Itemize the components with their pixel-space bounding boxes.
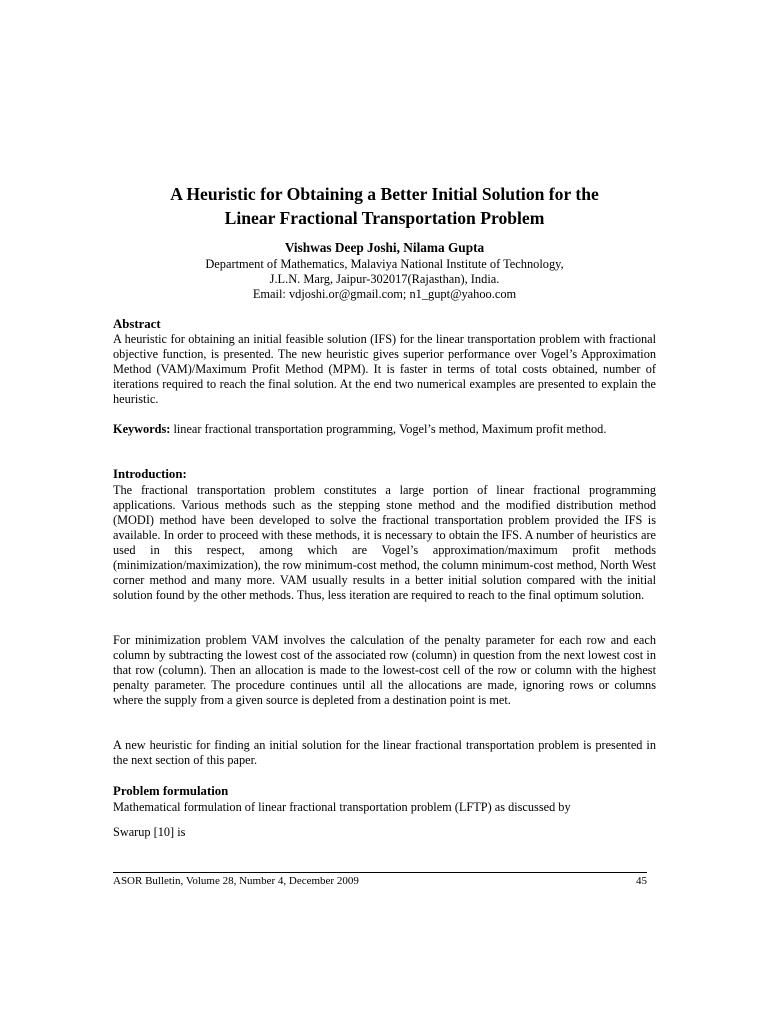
title-line-2: Linear Fractional Transportation Problem <box>224 208 545 228</box>
problem-formulation-line-1: Mathematical formulation of linear fractional transportation problem (LFTP) as discussed by <box>113 800 571 814</box>
affiliation-department: Department of Mathematics, Malaviya National Institute of Technology, <box>205 257 564 271</box>
abstract-text: A heuristic for obtaining an initial feasible solution (IFS) for the linear transportation problem with fractional objective function, is presented. The new heuristic gives superior performance over Vogel’s Approximation Method (VAM)/Maximum Profit Method (MPM). It is faster in terms of total costs obtained, number of iterations required to reach the final solution. At the end two numerical examples are presented to explain the heuristic. <box>113 332 656 406</box>
author-list: Vishwas Deep Joshi, Nilama Gupta <box>284 240 485 255</box>
introduction-paragraph-3: A new heuristic for finding an initial solution for the linear fractional transportation problem is presented in the next section of this paper. <box>113 738 656 767</box>
footer-page-number: 45 <box>636 875 647 887</box>
keywords-label: Keywords: <box>113 422 171 436</box>
affiliation-address: J.L.N. Marg, Jaipur-302017(Rajasthan), India. <box>269 272 500 286</box>
abstract-heading: Abstract <box>113 317 161 331</box>
introduction-paragraph-1: The fractional transportation problem constitutes a large portion of linear fractional programming applications. Various methods such as the stepping stone method and the modified distribution method (MODI) method have been developed to solve the fractional transportation problem provided the IFS is available. In order to proceed with these methods, it is necessary to obtain the IFS. A number of heuristics are used in this respect, among which are Vogel’s approximation/maximum profit methods (minimization/maximization), the row minimum-cost method, the column minimum-cost method, North West corner method and many more. VAM usually results in a better initial solution compared with the initial solution found by the other methods. Thus, less iteration are required to reach to the final optimum solution. <box>113 483 656 602</box>
affiliation <box>113 257 656 302</box>
introduction-heading: Introduction: <box>113 467 187 481</box>
footer-journal: ASOR Bulletin, Volume 28, Number 4, December 2009 <box>113 875 359 887</box>
problem-formulation-line-2: Swarup [10] is <box>113 825 186 839</box>
title-line-1: A Heuristic for Obtaining a Better Initial Solution for the <box>170 184 599 204</box>
footer-divider <box>113 872 647 873</box>
paper-page <box>113 0 656 1024</box>
paper-title <box>113 182 656 230</box>
affiliation-email: Email: vdjoshi.or@gmail.com; n1_gupt@yahoo.com <box>252 287 517 301</box>
keywords-text: linear fractional transportation programming, Vogel’s method, Maximum profit method. <box>173 422 607 436</box>
problem-formulation-heading: Problem formulation <box>113 784 229 798</box>
keywords <box>113 422 656 437</box>
introduction-paragraph-2: For minimization problem VAM involves the calculation of the penalty parameter for each row and each column by subtracting the lowest cost of the associated row (column) in question from the next lowest cost in that row (column). Then an allocation is made to the lowest-cost cell of the row or column with the highest penalty parameter. The procedure continues until all the allocations are made, ignoring rows or columns where the supply from a given source is depleted from a destination point is met. <box>113 633 656 707</box>
